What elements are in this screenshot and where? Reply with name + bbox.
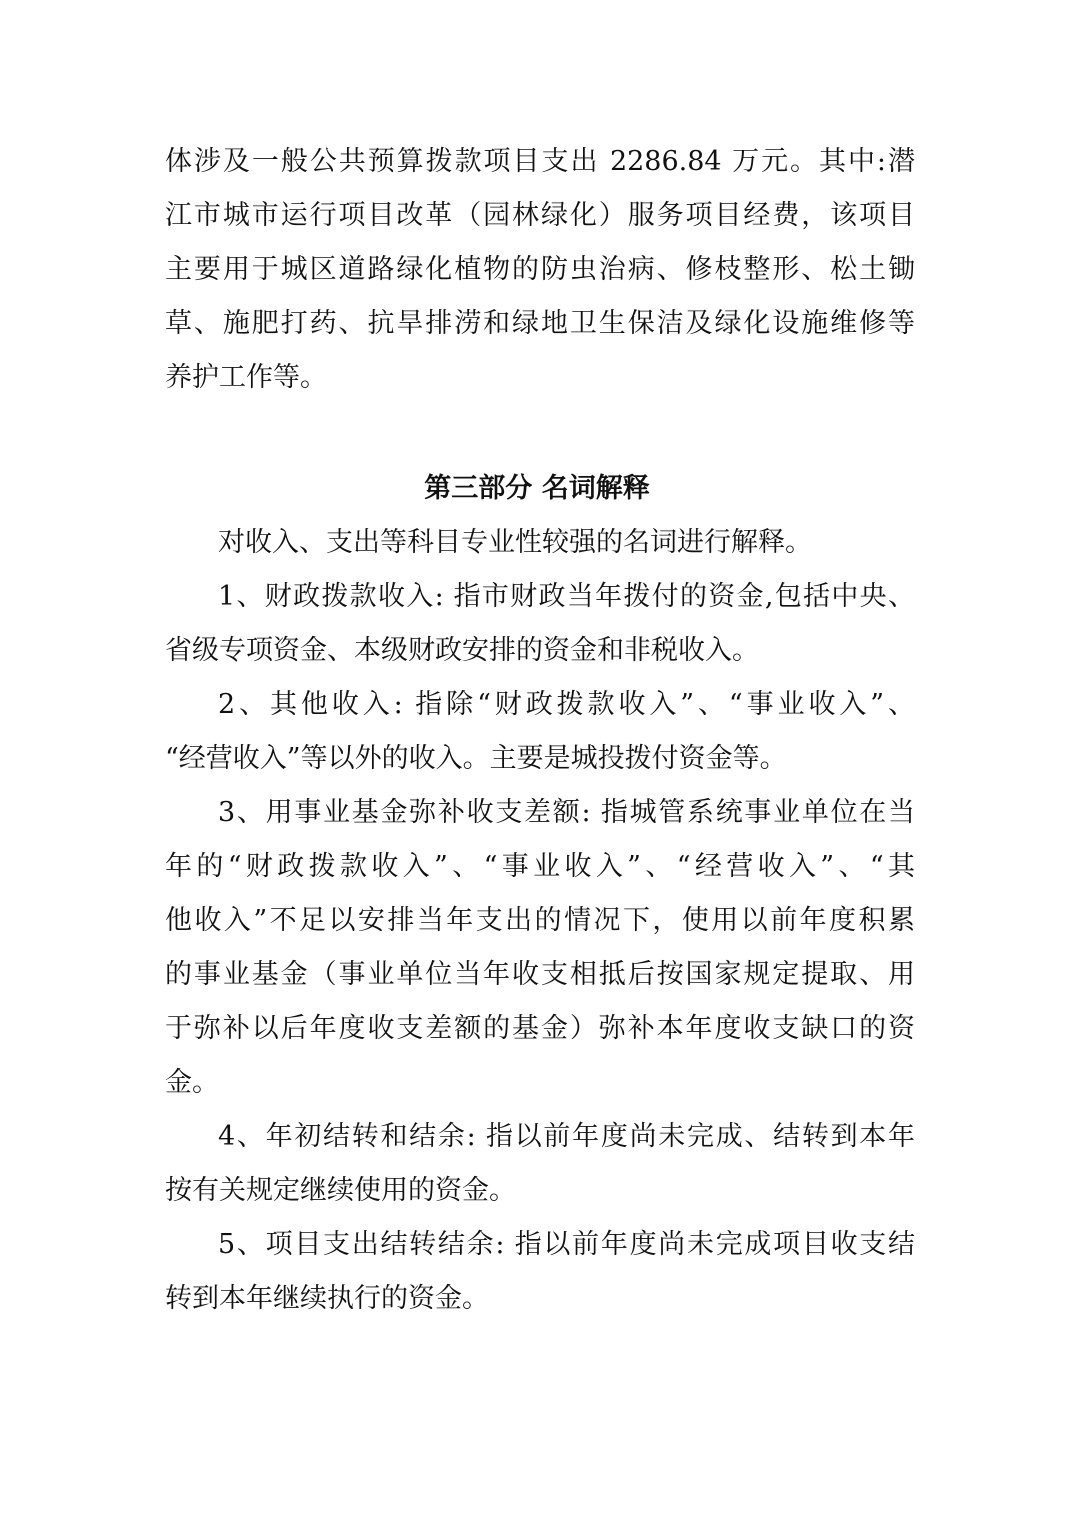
term-4-line-1: 4、年初结转和结余: 指以前年度尚未完成、结转到本年 [218, 1121, 915, 1152]
intro-line-4: 草、施肥打药、抗旱排涝和绿地卫生保洁及绿化设施维修等 [165, 308, 915, 339]
term-3-line-2: 年的“财政拨款收入”、“事业收入”、“经营收入”、“其 [165, 851, 915, 882]
term-5-line-1: 5、项目支出结转结余: 指以前年度尚未完成项目收支结 [218, 1229, 915, 1260]
term-4-line-2: 按有关规定继续使用的资金。 [165, 1175, 516, 1206]
term-3-line-1: 3、用事业基金弥补收支差额: 指城管系统事业单位在当 [218, 797, 915, 828]
section-intro: 对收入、支出等科目专业性较强的名词进行解释。 [218, 527, 812, 558]
term-3-line-4: 的事业基金（事业单位当年收支相抵后按国家规定提取、用 [165, 959, 915, 990]
intro-line-1: 体涉及一般公共预算拨款项目支出 2286.84 万元。其中:潜 [165, 146, 915, 177]
term-3-line-3: 他收入”不足以安排当年支出的情况下，使用以前年度积累 [165, 905, 915, 936]
term-2-line-2: “经营收入”等以外的收入。主要是城投拨付资金等。 [165, 743, 787, 774]
intro-line-2: 江市城市运行项目改革（园林绿化）服务项目经费，该项目 [165, 200, 915, 231]
term-3-line-6: 金。 [165, 1067, 219, 1098]
intro-line-3: 主要用于城区道路绿化植物的防虫治病、修枝整形、松土锄 [165, 254, 915, 285]
term-5-line-2: 转到本年继续执行的资金。 [165, 1283, 489, 1314]
term-2-line-1: 2、其他收入: 指除“财政拨款收入”、“事业收入”、 [218, 689, 915, 720]
term-1-line-1: 1、财政拨款收入: 指市财政当年拨付的资金,包括中央、 [218, 581, 915, 612]
section-heading: 第三部分 名词解释 [424, 473, 650, 504]
intro-line-5: 养护工作等。 [165, 362, 327, 393]
term-3-line-5: 于弥补以后年度收支差额的基金）弥补本年度收支缺口的资 [165, 1013, 915, 1044]
term-1-line-2: 省级专项资金、本级财政安排的资金和非税收入。 [165, 635, 759, 666]
